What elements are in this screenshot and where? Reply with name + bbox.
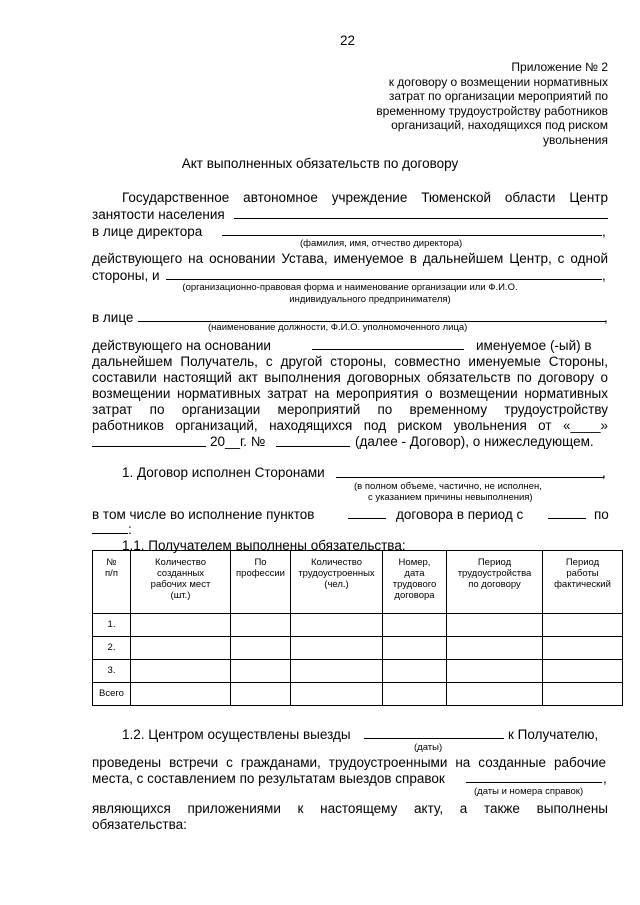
organization-caption: индивидуального предпринимателя) [289, 294, 451, 305]
row-number-cell: 2. [93, 637, 131, 660]
item1-points: в том числе во исполнение пунктов [92, 507, 315, 522]
organization-caption: (организационно-правовая форма и наименование организации или Ф.И.О. [182, 282, 518, 293]
item1-caption: с указанием причины невыполнения) [368, 492, 533, 503]
item1-period: договора в период с [396, 507, 524, 522]
table-cell[interactable] [291, 683, 383, 706]
page-number: 22 [340, 33, 356, 48]
table-cell[interactable] [231, 637, 291, 660]
appendix-note [376, 60, 608, 147]
header-cell: Количество трудоустроенных (чел.) [291, 551, 383, 614]
table-cell[interactable] [447, 614, 543, 637]
item1-label: 1. Договор исполнен Сторонами [122, 465, 325, 480]
table-cell[interactable] [231, 660, 291, 683]
document-title: Акт выполненных обязательств по договору [181, 156, 459, 171]
comma: , [604, 310, 608, 325]
date-line-end: (далее - Договор), о нижеследующем. [355, 434, 594, 449]
appendix-line: организаций, находящихся под риском [391, 118, 608, 132]
header-cell: По профессии [231, 551, 291, 614]
paragraph-line: дальнейшем Получатель, с другой стороны, совместно именуемые Стороны, [92, 354, 608, 369]
header-cell: Период трудоустройства по договору [447, 551, 543, 614]
paragraph-line: Государственное автономное учреждение Тюменской области Центр [122, 190, 608, 205]
contract-month-field[interactable] [92, 446, 206, 447]
paragraph-line: составили настоящий акт выполнения договорных обязательств по договору о [92, 370, 608, 385]
table-cell[interactable] [383, 683, 447, 706]
appendix-line: к договору о возмещении нормативных [388, 74, 608, 89]
table-cell[interactable] [231, 614, 291, 637]
table-cell[interactable] [383, 660, 447, 683]
paragraph-line: обязательства: [92, 817, 187, 832]
table-cell[interactable] [543, 637, 623, 660]
row-number-cell: 1. [93, 614, 131, 637]
item1-caption: (в полном объеме, частично, не исполнен, [354, 481, 542, 492]
comma: , [602, 268, 606, 283]
visit-dates-caption: (даты) [414, 742, 443, 753]
table-cell[interactable] [291, 614, 383, 637]
header-cell: Период работы фактический [543, 551, 623, 614]
table-cell[interactable] [291, 660, 383, 683]
table-row [93, 614, 623, 637]
total-row-label: Всего [93, 683, 131, 706]
center-name-field[interactable] [234, 218, 608, 219]
director-name-field[interactable] [222, 235, 602, 236]
colon: : [128, 522, 132, 537]
obligations-table [92, 550, 623, 706]
table-cell[interactable] [231, 683, 291, 706]
director-label: в лице директора [92, 224, 203, 239]
table-cell[interactable] [131, 683, 231, 706]
table-cell[interactable] [291, 637, 383, 660]
certificates-field[interactable] [466, 782, 602, 783]
paragraph-line: занятости населения [92, 207, 225, 222]
table-row [93, 683, 623, 706]
acting-label-tail: именуемое (-ый) в [476, 338, 592, 353]
table-cell[interactable] [447, 660, 543, 683]
certificates-caption: (даты и номера справок) [474, 786, 584, 797]
acting-label: действующего на основании [92, 338, 271, 353]
appendix-line: затрат по организации мероприятий по [388, 89, 608, 103]
row-number-cell: 3. [93, 660, 131, 683]
header-cell: № п/п [93, 551, 131, 614]
paragraph-line: являющихся приложениями к настоящему акту, а также выполнены [92, 801, 608, 816]
table-cell[interactable] [543, 683, 623, 706]
header-cell: Номер, дата трудового договора [383, 551, 447, 614]
paragraph-line: затрат по организации мероприятий по временному трудоустройству [92, 402, 608, 417]
table-cell[interactable] [447, 637, 543, 660]
party-label: стороны, и [92, 268, 160, 283]
period-to-field[interactable] [92, 533, 128, 534]
appendix-line: Приложение № 2 [511, 60, 608, 74]
director-caption: (фамилия, имя, отчество директора) [300, 238, 463, 249]
table-cell[interactable] [383, 614, 447, 637]
header-cell: Количество созданных рабочих мест (шт.) [131, 551, 231, 614]
table-header-row [93, 551, 623, 614]
table-cell[interactable] [131, 660, 231, 683]
table-row [93, 637, 623, 660]
comma: , [602, 224, 606, 239]
item1-period-to: по [594, 507, 609, 522]
table-row [93, 660, 623, 683]
comma: , [602, 465, 606, 480]
execution-status-field[interactable] [336, 477, 604, 478]
person-label: в лице [92, 310, 134, 325]
table-cell[interactable] [131, 614, 231, 637]
appendix-line: временному трудоустройству работников [376, 103, 608, 118]
table-cell[interactable] [383, 637, 447, 660]
table-cell[interactable] [543, 660, 623, 683]
organization-field[interactable] [166, 279, 602, 280]
paragraph-line: проведены встречи с гражданами, трудоустроенными на созданные рабочие [92, 755, 606, 770]
item12-tail: к Получателю, [508, 727, 599, 742]
table-cell[interactable] [543, 614, 623, 637]
contract-number-field[interactable] [276, 446, 350, 447]
period-from-field[interactable] [548, 518, 586, 519]
comma: , [603, 771, 607, 786]
item12-label: 1.2. Центром осуществлены выезды [122, 727, 351, 742]
person-caption: (наименование должности, Ф.И.О. уполномоченного лица) [208, 322, 468, 333]
table-cell[interactable] [131, 637, 231, 660]
date-year-label: 20__г. № [210, 434, 266, 449]
paragraph-line: работников организаций, находящихся под риском увольнения от «____» [92, 418, 608, 433]
paragraph-line: места, с составлением по результатам выездов справок [92, 771, 445, 786]
appendix-line: увольнения [542, 132, 608, 147]
table-cell[interactable] [447, 683, 543, 706]
item11-label: 1.1. Получателем выполнены обязательства: [122, 538, 406, 553]
paragraph-line: действующего на основании Устава, именуемое в дальнейшем Центр, с одной [92, 251, 608, 266]
paragraph-line: возмещении нормативных затрат на мероприятия о возмещении нормативных [92, 386, 608, 401]
points-field[interactable] [348, 518, 386, 519]
basis-document-field[interactable] [312, 349, 464, 350]
visit-dates-field[interactable] [364, 738, 504, 739]
